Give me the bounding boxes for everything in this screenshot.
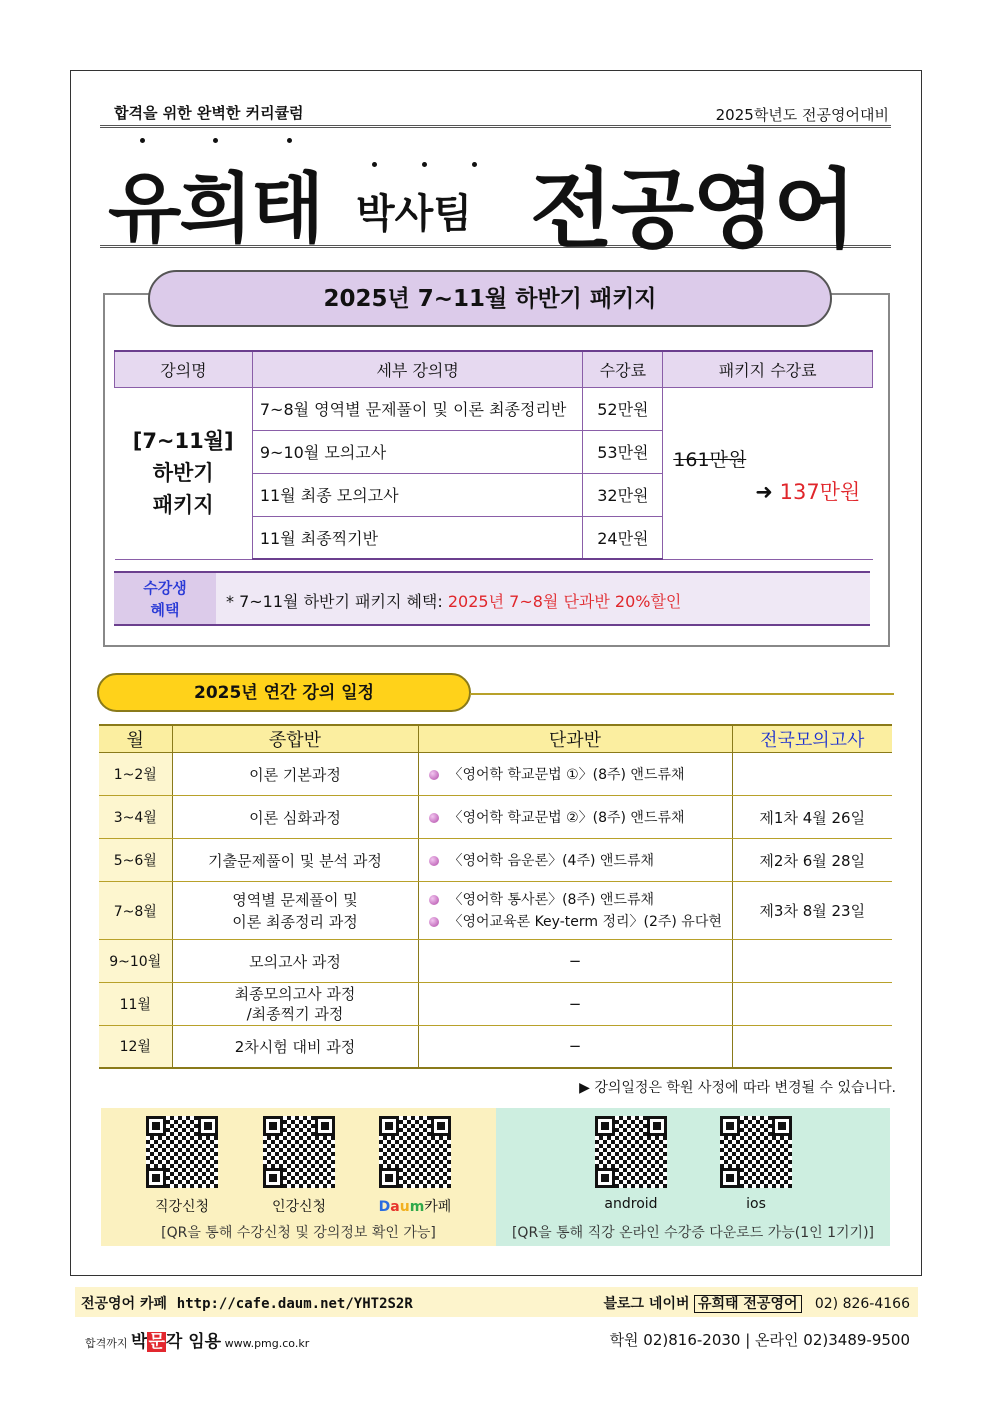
original-price: 161만원 bbox=[673, 448, 747, 471]
table-row bbox=[99, 882, 892, 940]
qr-code-android[interactable] bbox=[595, 1116, 667, 1188]
col-header: 세부 강의명 bbox=[252, 351, 583, 387]
website-link[interactable]: www.pmg.co.kr bbox=[224, 1337, 310, 1350]
course-cell: 기출문제풀이 및 분석 과정 bbox=[172, 839, 418, 882]
benefit-row bbox=[114, 571, 870, 626]
qr-label: 인강신청 bbox=[271, 1199, 327, 1215]
month-cell: 7~8월 bbox=[99, 882, 172, 940]
brand-name: 박문각 임용 bbox=[131, 1332, 222, 1352]
course-fee: 53만원 bbox=[583, 430, 663, 473]
mock-cell: 제1차 4월 26일 bbox=[732, 796, 892, 839]
month-cell: 9~10월 bbox=[99, 940, 172, 983]
table-row bbox=[99, 983, 892, 1026]
emphasis-dot bbox=[213, 138, 218, 143]
sub-course: 9~10월 모의고사 bbox=[252, 430, 583, 473]
bullet-icon bbox=[429, 917, 439, 927]
qr-code-online[interactable] bbox=[263, 1116, 335, 1188]
emphasis-dot bbox=[140, 138, 145, 143]
footer-bar bbox=[75, 1287, 918, 1317]
qr-panel-apply bbox=[101, 1108, 496, 1246]
emphasis-dot bbox=[372, 162, 377, 167]
title-banner bbox=[100, 130, 891, 260]
bullet-icon bbox=[429, 813, 439, 823]
package-table bbox=[114, 350, 873, 560]
mock-cell bbox=[732, 983, 892, 1026]
qr-code-ios[interactable] bbox=[720, 1116, 792, 1188]
year-label: 2025학년도 전공영어대비 bbox=[715, 106, 889, 124]
bullet-icon bbox=[429, 770, 439, 780]
emphasis-dot bbox=[287, 138, 292, 143]
benefit-text: * 7~11월 하반기 패키지 혜택: 2025년 7~8월 단과반 20%할인 bbox=[226, 592, 682, 611]
col-header: 강의명 bbox=[115, 351, 253, 387]
sub-course: 7~8월 영역별 문제풀이 및 이론 최종정리반 bbox=[252, 387, 583, 430]
course-fee: 32만원 bbox=[583, 473, 663, 516]
bullet-icon bbox=[429, 856, 439, 866]
course-cell: 영역별 문제풀이 및 이론 최종정리 과정 bbox=[172, 882, 418, 940]
contact-info: 학원 02)816-2030 | 온라인 02)3489-9500 bbox=[609, 1331, 910, 1349]
single-cell: − bbox=[418, 940, 732, 983]
qr-note: [QR을 통해 수강신청 및 강의정보 확인 가능] bbox=[161, 1225, 436, 1241]
mock-cell: 제3차 8월 23일 bbox=[732, 882, 892, 940]
qr-label-cafe: Daum카페 bbox=[378, 1199, 452, 1215]
blog-info: 블로그 네이버 유희태 전공영어 02) 826-4166 bbox=[603, 1296, 910, 1312]
schedule-title: 2025년 연간 강의 일정 bbox=[97, 673, 471, 712]
instructor-name: 유희태 bbox=[108, 164, 323, 253]
divider bbox=[470, 693, 894, 695]
course-cell: 모의고사 과정 bbox=[172, 940, 418, 983]
table-row bbox=[99, 839, 892, 882]
header-top bbox=[100, 100, 891, 128]
schedule-table bbox=[99, 724, 892, 1069]
blog-name[interactable]: 유희태 전공영어 bbox=[694, 1295, 802, 1313]
emphasis-dot bbox=[422, 162, 427, 167]
col-header: 전국모의고사 bbox=[732, 725, 892, 753]
qr-label: ios bbox=[746, 1196, 766, 1212]
single-cell: − bbox=[418, 983, 732, 1026]
single-cell: 〈영어학 통사론〉(8주) 앤드류채 〈영어교육론 Key-term 정리〉(2주) 유다현 bbox=[418, 882, 732, 940]
qr-panel-app bbox=[496, 1108, 890, 1246]
mock-cell bbox=[732, 940, 892, 983]
final-price: ➜ 137만원 bbox=[755, 479, 861, 504]
qr-note: [QR을 통해 직강 온라인 수강증 다운로드 가능(1인 1기기)] bbox=[511, 1225, 875, 1241]
table-row bbox=[99, 1026, 892, 1068]
single-cell: 〈영어학 학교문법 ①〉(8주) 앤드류채 bbox=[418, 753, 732, 796]
table-row bbox=[99, 940, 892, 983]
publisher-logo: 합격까지 박문각 임용 www.pmg.co.kr bbox=[85, 1332, 310, 1352]
mock-cell: 제2차 6월 28일 bbox=[732, 839, 892, 882]
team-label: 박사팀 bbox=[356, 191, 472, 237]
course-fee: 24만원 bbox=[583, 516, 663, 559]
single-cell: 〈영어학 음운론〉(4주) 앤드류채 bbox=[418, 839, 732, 882]
sub-course: 11월 최종 모의고사 bbox=[252, 473, 583, 516]
course-fee: 52만원 bbox=[583, 387, 663, 430]
tagline: 합격을 위한 완벽한 커리큘럼 bbox=[114, 104, 304, 122]
month-cell: 1~2월 bbox=[99, 753, 172, 796]
package-title: 2025년 7~11월 하반기 패키지 bbox=[148, 270, 832, 327]
cafe-info: 전공영어 카페 http://cafe.daum.net/YHT2S2R bbox=[81, 1296, 413, 1312]
benefit-label: 수강생 혜택 bbox=[114, 573, 216, 624]
schedule-note: ▶ 강의일정은 학원 사정에 따라 변경될 수 있습니다. bbox=[579, 1080, 896, 1096]
package-name: [7~11월] 하반기 패키지 bbox=[115, 387, 253, 559]
sub-course: 11월 최종찍기반 bbox=[252, 516, 583, 559]
benefit-highlight: 2025년 7~8월 단과반 20%할인 bbox=[447, 592, 682, 611]
month-cell: 11월 bbox=[99, 983, 172, 1026]
qr-label: 직강신청 bbox=[154, 1199, 210, 1215]
bullet-icon bbox=[429, 895, 439, 905]
phone: 02) 826-4166 bbox=[814, 1296, 910, 1312]
mock-cell bbox=[732, 1026, 892, 1068]
month-cell: 12월 bbox=[99, 1026, 172, 1068]
single-cell: 〈영어학 학교문법 ②〉(8주) 앤드류채 bbox=[418, 796, 732, 839]
col-header: 종합반 bbox=[172, 725, 418, 753]
cafe-link[interactable]: http://cafe.daum.net/YHT2S2R bbox=[176, 1296, 413, 1312]
qr-code-cafe[interactable] bbox=[379, 1116, 451, 1188]
month-cell: 3~4월 bbox=[99, 796, 172, 839]
col-header: 단과반 bbox=[418, 725, 732, 753]
month-cell: 5~6월 bbox=[99, 839, 172, 882]
course-cell: 이론 기본과정 bbox=[172, 753, 418, 796]
col-header: 패키지 수강료 bbox=[663, 351, 873, 387]
table-row bbox=[99, 796, 892, 839]
emphasis-dot bbox=[472, 162, 477, 167]
col-header: 수강료 bbox=[583, 351, 663, 387]
qr-label: android bbox=[604, 1196, 658, 1212]
table-row bbox=[99, 753, 892, 796]
course-cell: 이론 심화과정 bbox=[172, 796, 418, 839]
mock-cell bbox=[732, 753, 892, 796]
single-cell: − bbox=[418, 1026, 732, 1068]
course-cell: 2차시험 대비 과정 bbox=[172, 1026, 418, 1068]
col-header: 월 bbox=[99, 725, 172, 753]
course-cell: 최종모의고사 과정 /최종찍기 과정 bbox=[172, 983, 418, 1026]
arrow-icon: ➜ bbox=[755, 479, 773, 504]
qr-code-offline[interactable] bbox=[146, 1116, 218, 1188]
package-price bbox=[663, 387, 873, 559]
subject-title: 전공영어 bbox=[530, 160, 855, 260]
